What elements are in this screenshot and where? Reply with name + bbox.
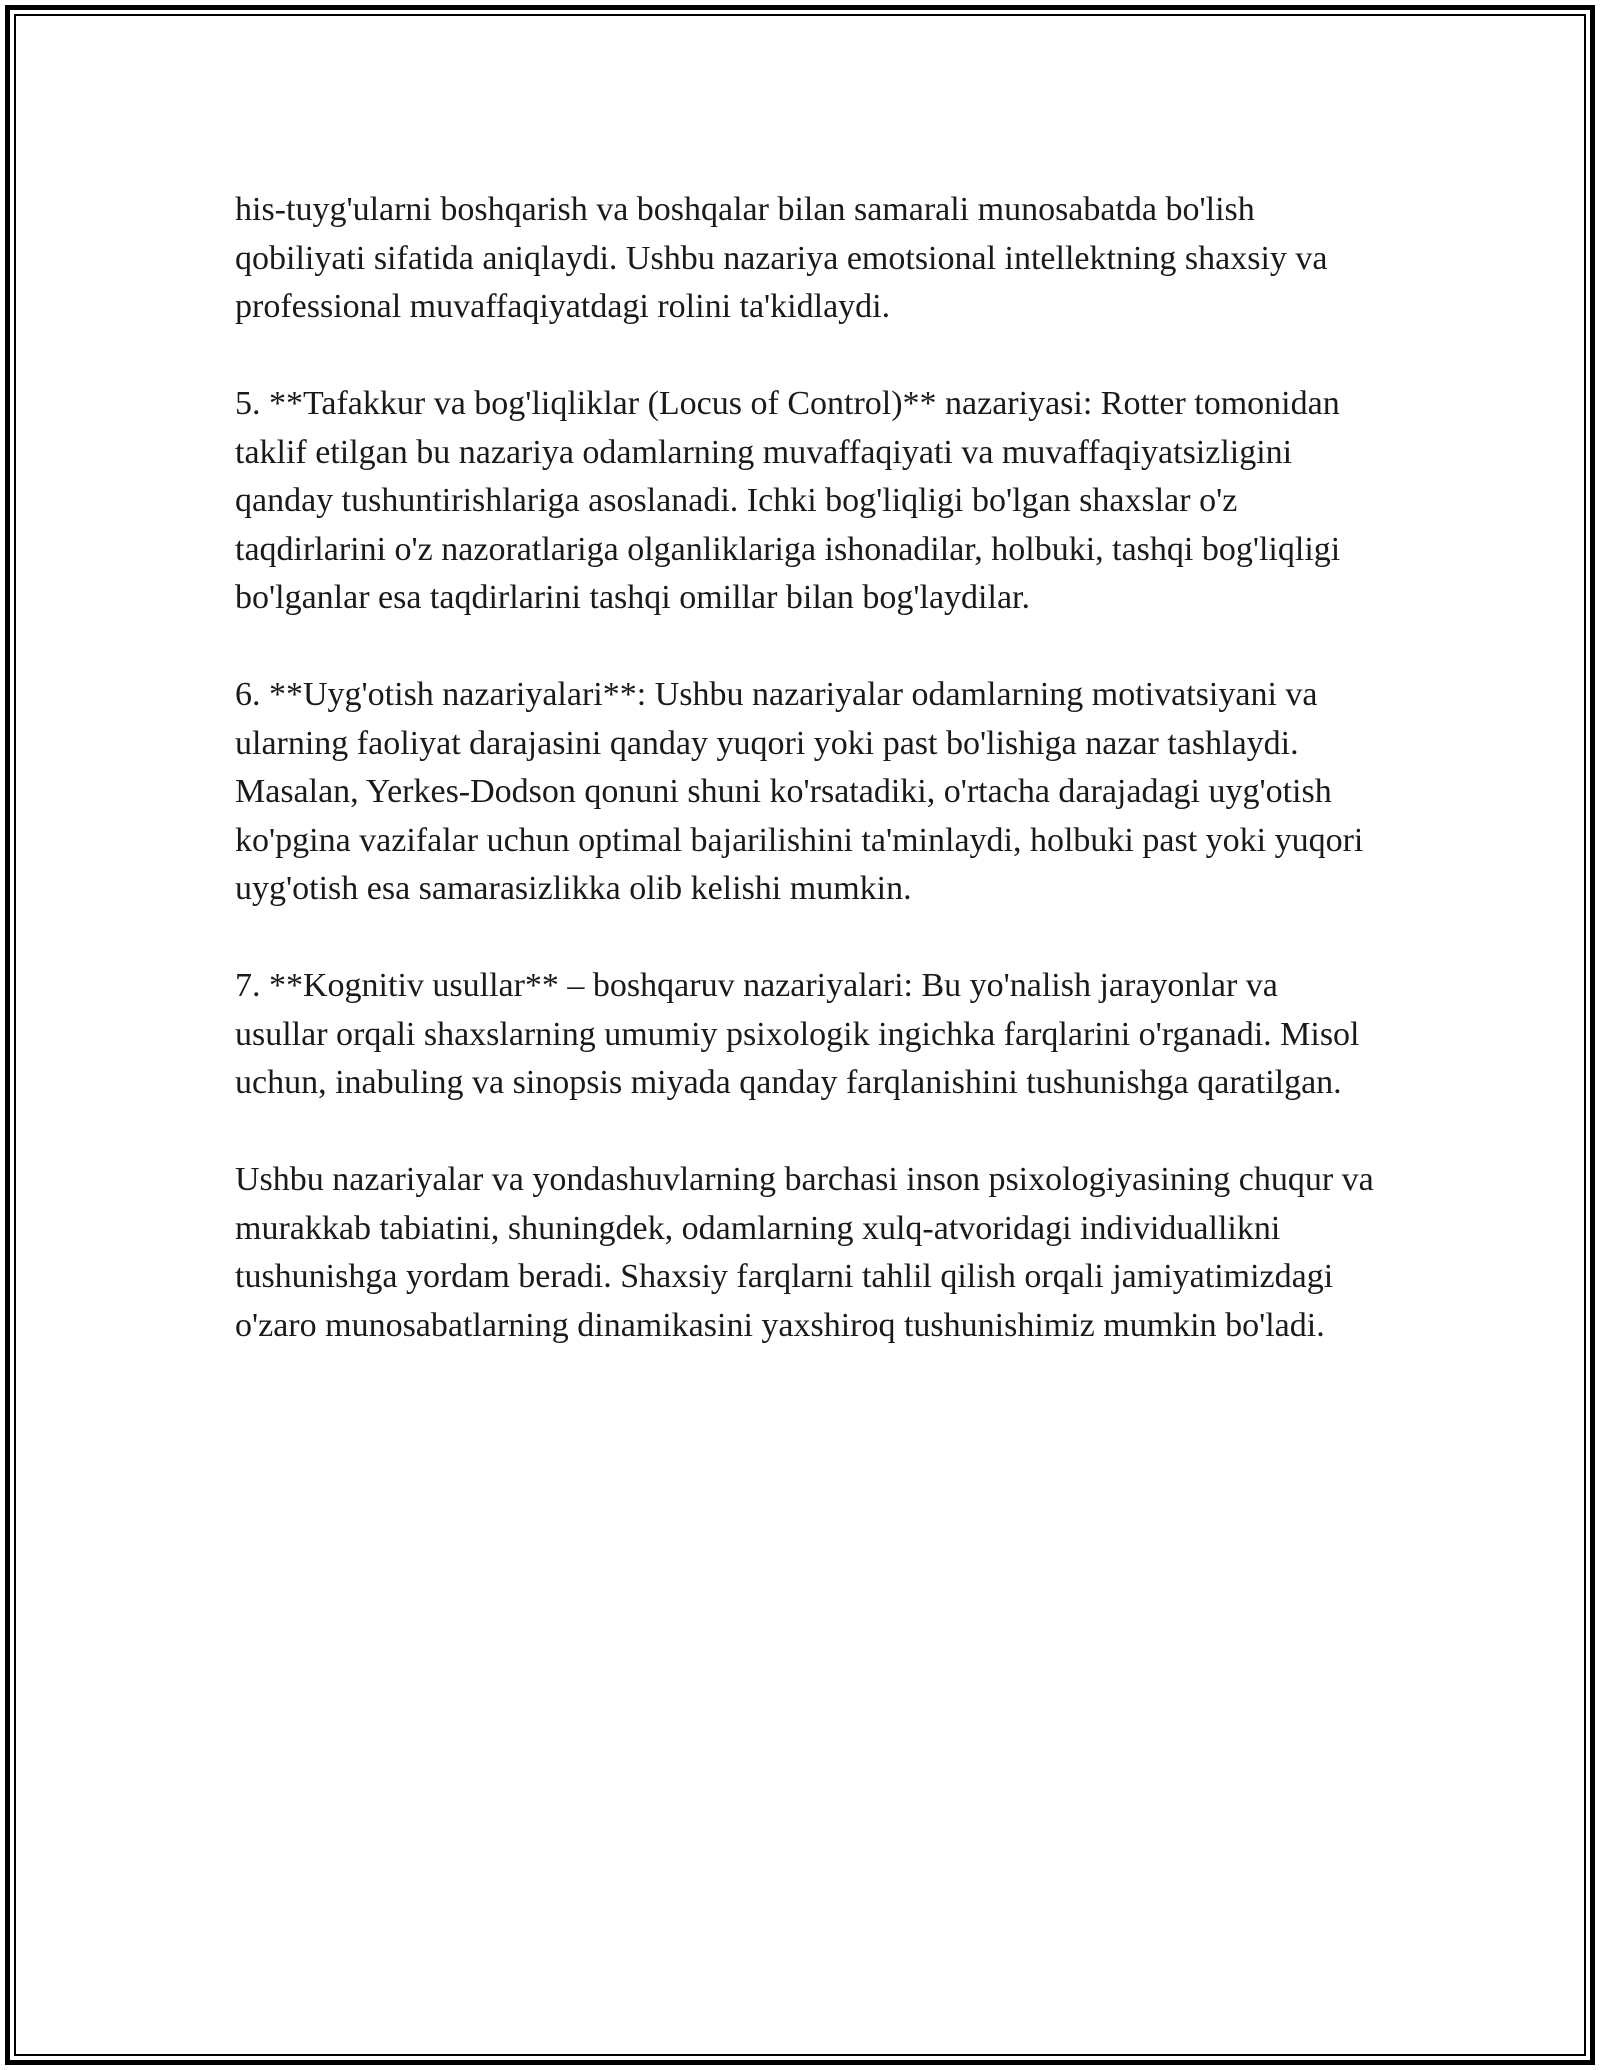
paragraph-conclusion: Ushbu nazariyalar va yondashuvlarning barchasi inson psixologiyasining chuqur va murakkab tabiatini, shuningdek, odamlarning xulq-atvoridagi individuallikni tushunishga yordam beradi. Shaxsiy farqlarni tahlil qilish orqali jamiyatimizdagi o'zaro munosabatlarning dinamikasini yaxshiroq tushunishimiz mumkin bo'ladi.	[235, 1161, 1374, 1344]
paragraph-cognitive-methods: 7. **Kognitiv usullar** – boshqaruv nazariyalari: Bu yo'nalish jarayonlar va usullar orqali shaxslarning umumiy psixologik ingichka farqlarini o'rganadi. Misol uchun, inabuling va sinopsis miyada qanday farqlanishini tushunishga qaratilgan.	[235, 967, 1360, 1101]
paragraph-emotional-intelligence: his-tuyg'ularni boshqarish va boshqalar bilan samarali munosabatda bo'lish qobiliyati sifatida aniqlaydi. Ushbu nazariya emotsional intellektning shaxsiy va professional muvaffaqiyatdagi rolini ta'kidlaydi.	[235, 191, 1328, 325]
paragraph-arousal-theories: 6. **Uyg'otish nazariyalari**: Ushbu nazariyalar odamlarning motivatsiyani va ularning faoliyat darajasini qanday yuqori yoki past bo'lishiga nazar tashlaydi. Masalan, Yerkes-Dodson qonuni shuni ko'rsatadiki, o'rtacha darajadagi uyg'otish ko'pgina vazifalar uchun optimal bajarilishini ta'minlaydi, holbuki past yoki yuqori uyg'otish esa samarasizlikka olib kelishi mumkin.	[235, 676, 1364, 907]
document-body	[235, 186, 1375, 1399]
paragraph-locus-of-control: 5. **Tafakkur va bog'liqliklar (Locus of Control)** nazariyasi: Rotter tomonidan taklif etilgan bu nazariya odamlarning muvaffaqiyati va muvaffaqiyatsizligini qanday tushuntirishlariga asoslanadi. Ichki bog'liqligi bo'lgan shaxslar o'z taqdirlarini o'z nazoratlariga olganliklariga ishonadilar, holbuki, tashqi bog'liqligi bo'lganlar esa taqdirlarini tashqi omillar bilan bog'laydilar.	[235, 385, 1341, 616]
